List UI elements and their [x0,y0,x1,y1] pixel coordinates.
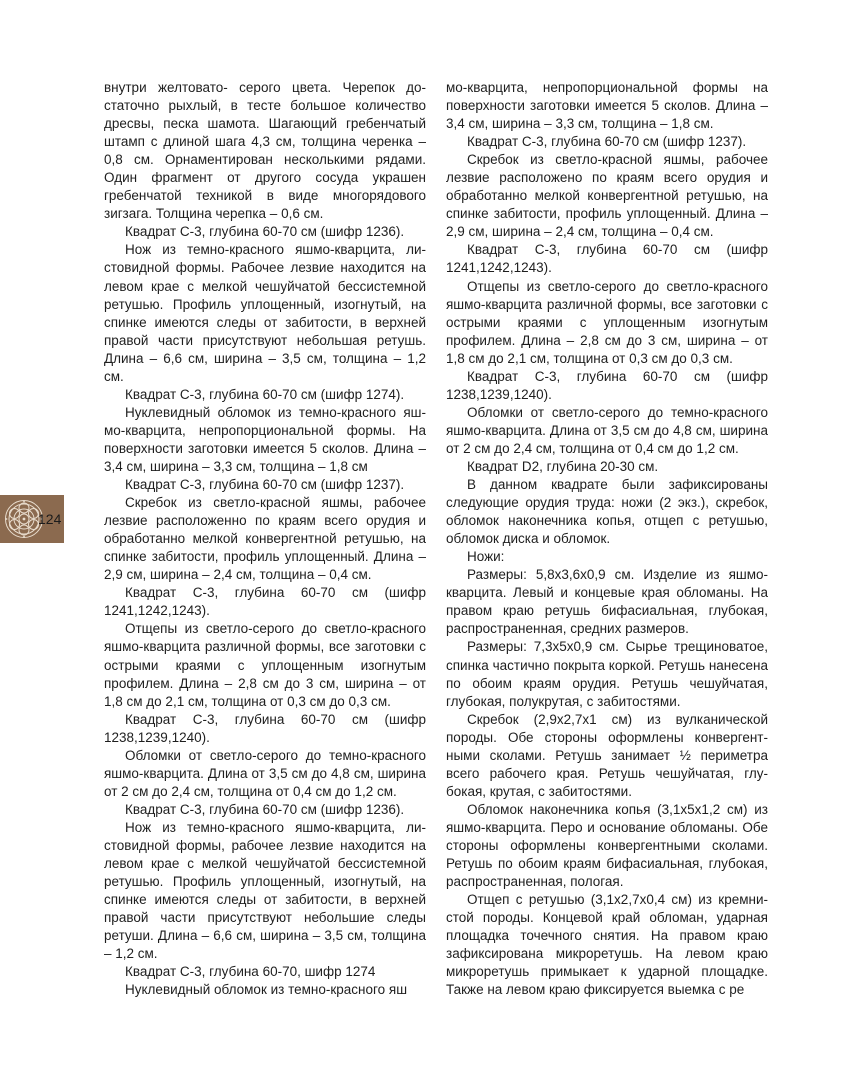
paragraph: Обломок наконечника копья (3,1х5х1,2 см) из яшмо-кварцита. Перо и основание обломаны. Обе стороны оформлены конвергентными сколами. Ретушь по обоим краям бифасиальная, глубокая, распространенная, пологая. [446,801,768,890]
paragraph: Квадрат С-3, глубина 60-70 см (шифр 1236). [125,224,405,240]
paragraph: В данном квадрате были зафиксированы следующие орудия труда: ножи (2 экз.), скребок, обломок наконечника копья, отщеп с ретушью, обломок диска и обломок. [446,477,768,547]
left-column [104,79,426,999]
page-number: 124 [38,511,62,527]
paragraph: Квадрат С-3, глубина 60-70 см (шифр 1274). [125,386,405,402]
paragraph: Размеры: 7,3х5х0,9 см. Сырье трещиноватое, спинка частично покрыта коркой. Ретушь нанесена по обоим краям орудия. Ретушь чешуйчатая, глубокая, полукрутая, с забитостями. [446,639,768,709]
paragraph: Квадрат D2, глубина 20-30 см. [467,458,659,474]
paragraph: Квадрат С-3, глубина 60-70 см (шифр 1238,1239,1240). [104,711,426,745]
paragraph: Ножи: [467,549,505,565]
paragraph: Квадрат С-3, глубина 60-70 см (шифр 1238,1239,1240). [446,368,768,402]
paragraph: Нож из темно-красного яшмо-кварцита, листовидной формы, рабочее лезвие находится на левом крае с мелкой чешуйчатой бессистемной ретушью. Профиль уплощенный, изогнутый, на спинке имеются следы от забитости, в верхней правой части присутствуют небольшие следы ретуши. Длина – 6,6 см, ширина – 3,5 см, толщина – 1,2 см. [104,819,426,962]
paragraph: Скребок из светло-красной яшмы, рабочее лезвие расположенно по краям всего орудия и обработанно мелкой конвергентной ретушью, на спинке забитости, профиль уплощенный. Длина – 2,9 см, ширина – 2,4 см, толщина – 0,4 см. [104,495,426,583]
paragraph: Отщеп с ретушью (3,1х2,7х0,4 см) из кремнистой породы. Концевой край обломан, ударная площадка точечного снятия. На правом краю зафиксирована микроретушь. На левом краю микроретушь примыкает к ударной площадке. Также на левом краю фиксируется выемка с ре [446,892,768,998]
paragraph: Скребок из светло-красной яшмы, рабочее лезвие расположено по краям всего орудия и обработанно мелкой конвергентной ретушью, на спинке забитости, профиль уплощенный. Длина – 2,9 см, ширина – 2,4 см, толщина – 0,4 см. [446,152,768,240]
paragraph: внутри желтовато- серого цвета. Черепок достаточно рыхлый, в тесте большое количество дресвы, песка шамота. Шагающий гребенчатый штамп с длиной шага 4,3 см, толщина черенка – 0,8 см. Орнаментирован несколькими рядами. Один фрагмент от другого сосуда украшен гребенчатой техникой в виде многорядового зигзага. Толщина черепка – 0,6 см. [104,80,426,222]
paragraph: Квадрат С-3, глубина 60-70, шифр 1274 [125,964,376,980]
right-column [446,79,768,999]
paragraph: Нуклевидный обломок из темно-красного яш [125,982,408,998]
paragraph: Скребок (2,9х2,7х1 см) из вулканической породы. Обе стороны оформлены конвергентными сколами. Ретушь занимает ½ периметра всего рабочего края. Ретушь чешуйчатая, глубокая, крутая, с забитостями. [446,711,768,799]
paragraph: Нуклевидный обломок из темно-красного яшмо-кварцита, непропорциональной формы. На поверхности заготовки имеется 5 сколов. Длина – 3,4 см, ширина – 3,3 см, толщина – 1,8 см [104,404,426,474]
paragraph: мо-кварцита, непропорциональной формы на поверхности заготовки имеется 5 сколов. Длина – 3,4 см, ширина – 3,3 см, толщина – 1,8 см. [446,80,768,132]
paragraph: Обломки от светло-серого до темно-красного яшмо-кварцита. Длина от 3,5 см до 4,8 см, ширина от 2 см до 2,4 см, толщина от 0,4 см до 1,2 см. [104,747,426,799]
paragraph: Квадрат С-3, глубина 60-70 см (шифр 1241,1242,1243). [446,242,768,276]
paragraph: Отщепы из светло-серого до светло-красного яшмо-кварцита различной формы, все заготовки с острыми краями с уплощенным изогнутым профилем. Длина – 2,8 см до 3 см, ширина – от 1,8 см до 2,1 см, толщина от 0,3 см до 0,3 см. [104,621,426,709]
paragraph: Отщепы из светло-серого до светло-красного яшмо-кварцита различной формы, все заготовки с острыми краями с уплощенным изогнутым профилем. Длина – 2,8 см до 3 см, ширина – от 1,8 см до 2,1 см, толщина от 0,3 см до 0,3 см. [446,278,768,366]
paragraph: Квадрат С-3, глубина 60-70 см (шифр 1236). [125,801,405,817]
page-number-tab [0,495,64,543]
paragraph: Размеры: 5,8х3,6х0,9 см. Изделие из яшмо-кварцита. Левый и концевые края обломаны. На правом краю ретушь бифасиальная, глубокая, распространенная, средних размеров. [446,567,768,637]
paragraph: Квадрат С-3, глубина 60-70 см (шифр 1237). [467,134,747,150]
paragraph: Квадрат С-3, глубина 60-70 см (шифр 1237). [125,477,405,493]
paragraph: Обломки от светло-серого до темно-красного яшмо-кварцита. Длина от 3,5 см до 4,8 см, ширина от 2 см до 2,4 см, толщина от 0,4 см до 1,2 см. [446,404,768,456]
paragraph: Квадрат С-3, глубина 60-70 см (шифр 1241,1242,1243). [104,585,426,619]
paragraph: Нож из темно-красного яшмо-кварцита, листовидной формы. Рабочее лезвие находится на левом крае с мелкой чешуйчатой бессистемной ретушью. Профиль уплощенный, изогнутый, на спинке имеются следы от забитости, в верхней правой части присутствуют небольшая ретушь. Длина – 6,6 см, ширина – 3,5 см, толщина – 1,2 см. [104,242,426,384]
